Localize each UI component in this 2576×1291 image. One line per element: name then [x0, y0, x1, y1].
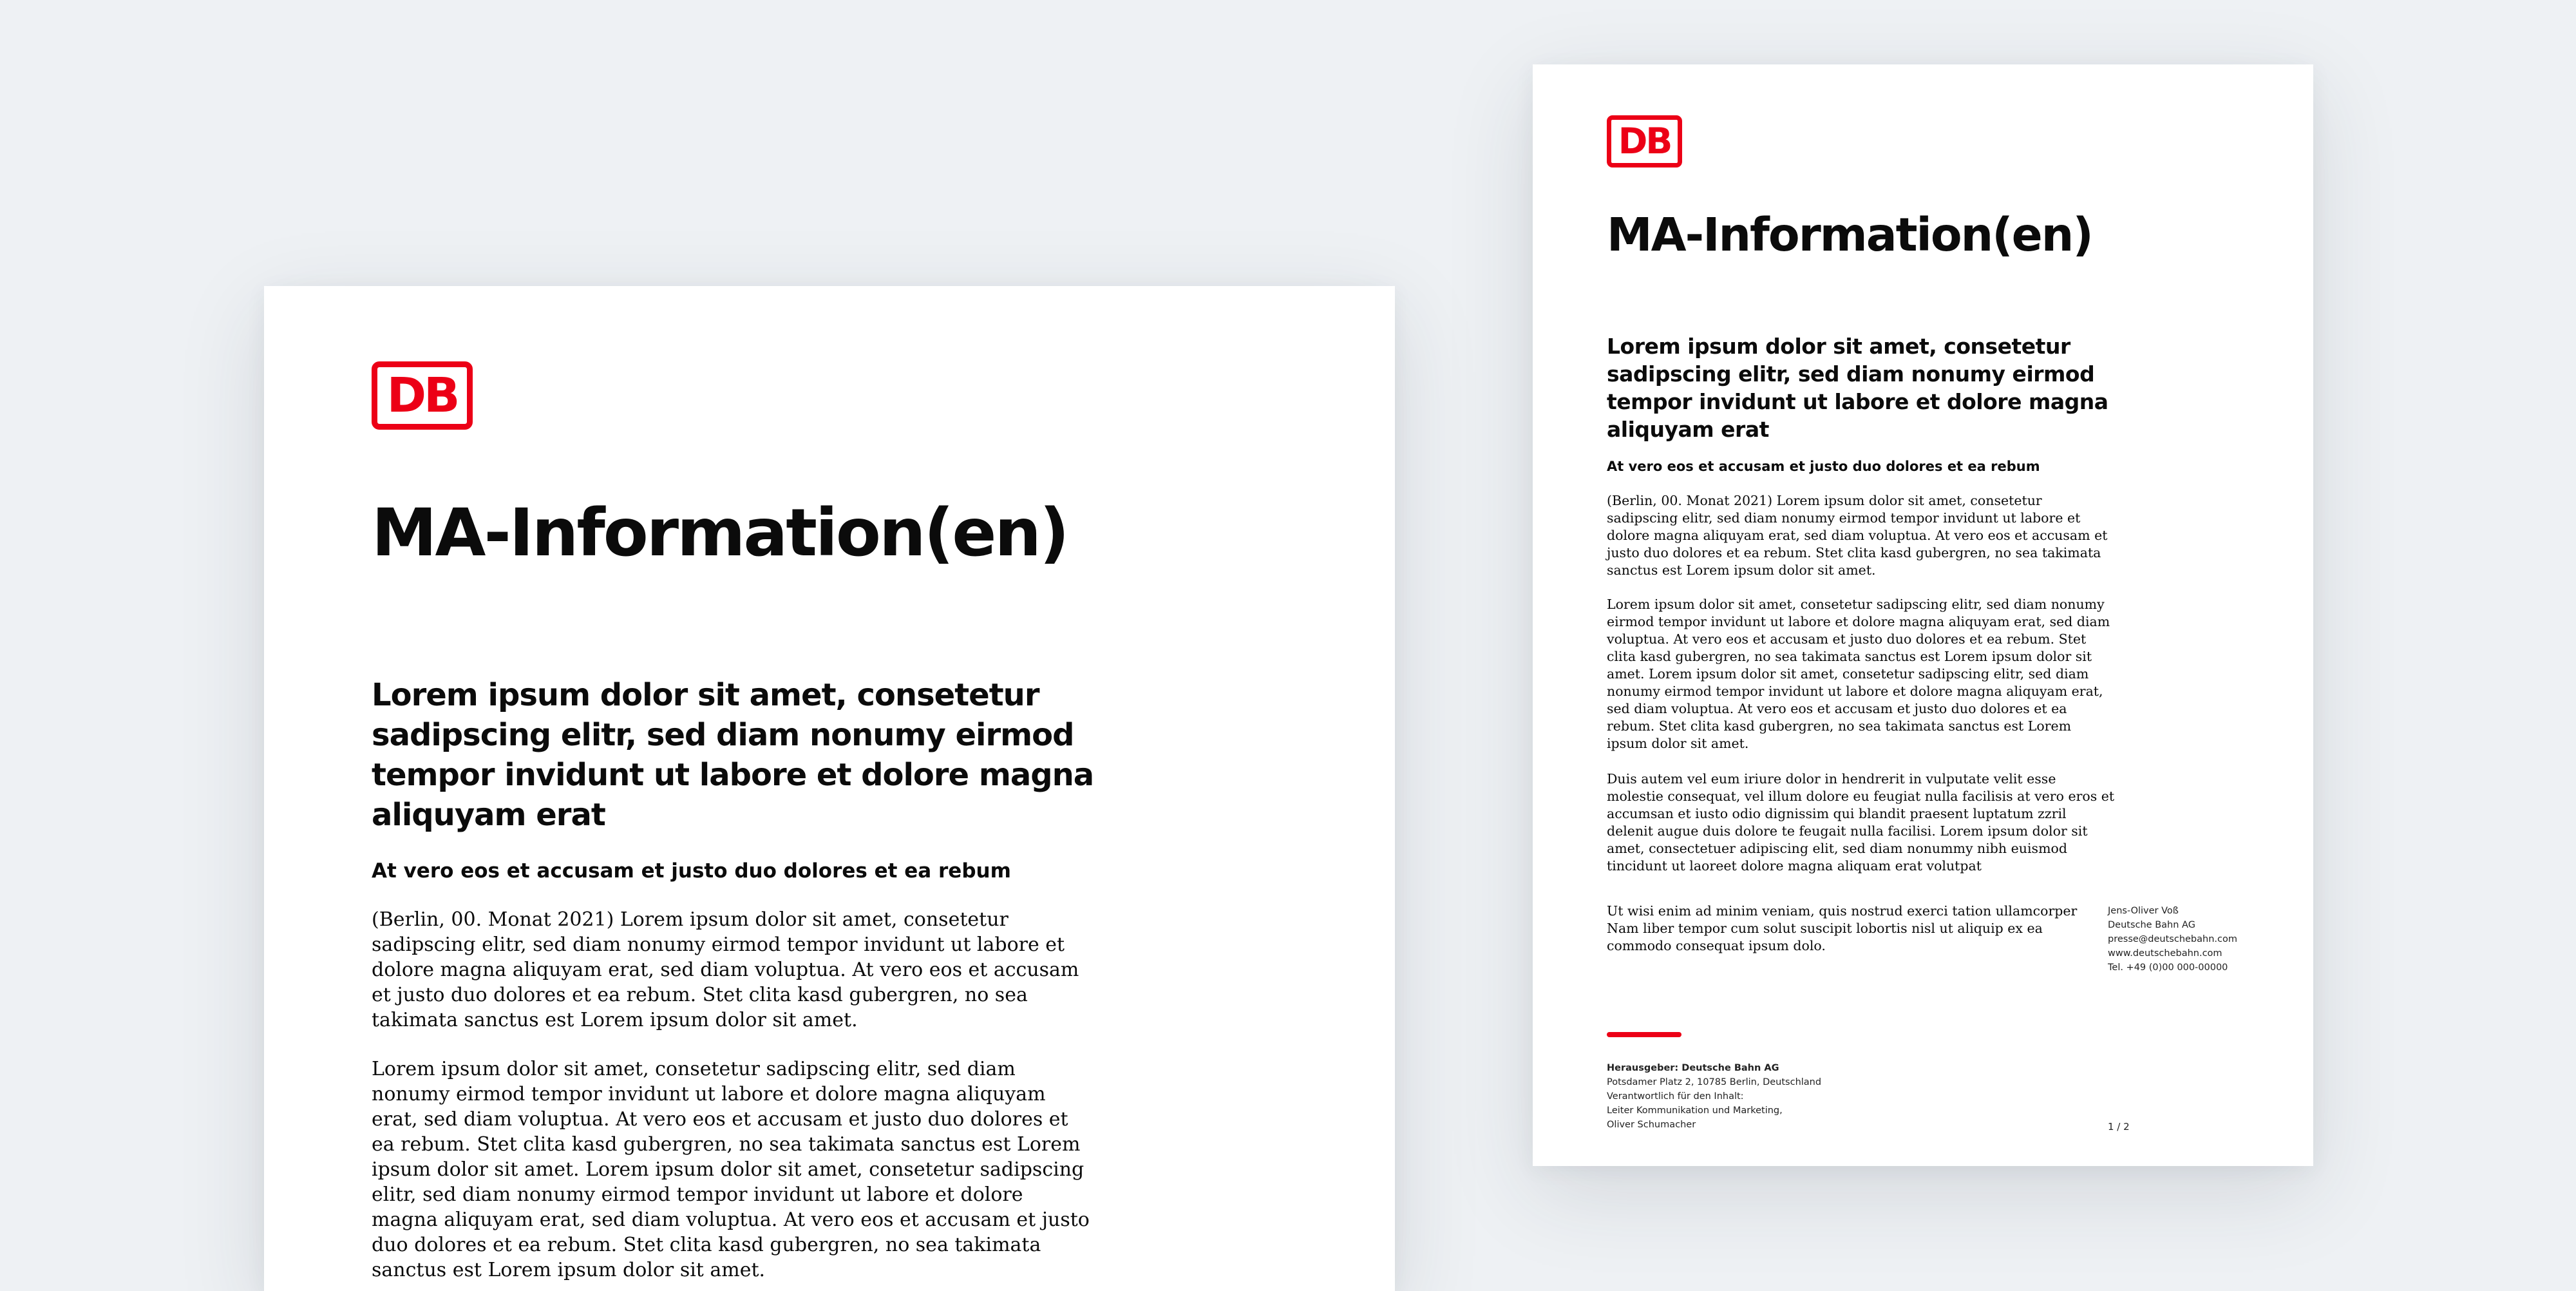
imprint: [1607, 1061, 1821, 1132]
footer-divider: [1607, 1032, 1681, 1037]
contact-name: Jens-Oliver Voß: [2108, 906, 2179, 916]
document-page-large: [264, 286, 1395, 1291]
contact-phone: Tel. +49 (0)00 000-00000: [2108, 962, 2228, 973]
document-subheadline: At vero eos et accusam et justo duo dolores et ea rebum: [372, 859, 1011, 883]
db-logo: DB: [372, 361, 473, 430]
imprint-role: Leiter Kommunikation und Marketing,: [1607, 1105, 1783, 1116]
page-number: 1 / 2: [2108, 1121, 2130, 1133]
body-paragraph: (Berlin, 00. Monat 2021) Lorem ipsum dolor sit amet, consetetur sadipscing elitr, sed diam nonumy eirmod tempor invidunt ut labore et dolore magna aliquyam erat, sed diam voluptua. At vero eos et accusam et justo duo dolores et ea rebum. Stet clita kasd gubergren, no sea takimata sanctus est Lorem ipsum dolor sit amet.: [372, 908, 1079, 1031]
body-paragraph: Lorem ipsum dolor sit amet, consetetur sadipscing elitr, sed diam nonumy eirmod tempor invidunt ut labore et dolore magna aliquyam erat, sed diam voluptua. At vero eos et accusam et justo duo dolores et ea rebum. Stet clita kasd gubergren, no sea takimata sanctus est Lorem ipsum dolor sit amet. Lorem ipsum dolor sit amet, consetetur sadipscing elitr, sed diam nonumy eirmod tempor invidunt ut labore et dolore magna aliquyam erat, sed diam voluptua. At vero eos et accusam et justo duo dolores et ea rebum. Stet clita kasd gubergren, no sea takimata sanctus est Lorem ipsum dolor sit amet.: [1607, 597, 2110, 751]
imprint-address: Potsdamer Platz 2, 10785 Berlin, Deutschland: [1607, 1077, 1822, 1087]
db-logo: DB: [1607, 115, 1682, 167]
contact-company: Deutsche Bahn AG: [2108, 920, 2195, 930]
press-contact: [2108, 904, 2237, 975]
imprint-responsible: Verantwortlich für den Inhalt:: [1607, 1091, 1744, 1102]
imprint-person: Oliver Schumacher: [1607, 1120, 1696, 1130]
document-page-full: [1533, 64, 2313, 1166]
body-paragraph: Ut wisi enim ad minim veniam, quis nostrud exerci tation ullamcorper Nam liber tempor cum solut suscipit lobortis nisl ut aliquip ex ea commodo consequat ipsum dolo.: [1607, 903, 2078, 953]
body-paragraph: Lorem ipsum dolor sit amet, consetetur sadipscing elitr, sed diam nonumy eirmod tempor invidunt ut labore et dolore magna aliquyam erat, sed diam voluptua. At vero eos et accusam et justo duo dolores et ea rebum. Stet clita kasd gubergren, no sea takimata sanctus est Lorem ipsum dolor sit amet. Lorem ipsum dolor sit amet, consetetur sadipscing elitr, sed diam nonumy eirmod tempor invidunt ut labore et dolore magna aliquyam erat, sed diam voluptua. At vero eos et accusam et justo duo dolores et ea rebum. Stet clita kasd gubergren, no sea takimata sanctus est Lorem ipsum dolor sit amet.: [372, 1058, 1090, 1281]
document-headline: Lorem ipsum dolor sit amet, consetetur sadipscing elitr, sed diam nonumy eirmod tempor invidunt ut labore et dolore magna aliquyam erat: [1607, 334, 2108, 442]
imprint-publisher: Herausgeber: Deutsche Bahn AG: [1607, 1063, 1779, 1073]
body-paragraph: (Berlin, 00. Monat 2021) Lorem ipsum dolor sit amet, consetetur sadipscing elitr, sed diam nonumy eirmod tempor invidunt ut labore et dolore magna aliquyam erat, sed diam voluptua. At vero eos et accusam et justo duo dolores et ea rebum. Stet clita kasd gubergren, no sea takimata sanctus est Lorem ipsum dolor sit amet.: [1607, 493, 2108, 578]
contact-website: www.deutschebahn.com: [2108, 948, 2222, 959]
contact-email: presse@deutschebahn.com: [2108, 934, 2237, 944]
document-headline: Lorem ipsum dolor sit amet, consetetur sadipscing elitr, sed diam nonumy eirmod tempor invidunt ut labore et dolore magna aliquyam erat: [372, 677, 1094, 833]
document-title: MA-Information(en): [1607, 208, 2092, 262]
document-title: MA-Information(en): [372, 495, 1068, 571]
body-paragraph: Duis autem vel eum iriure dolor in hendrerit in vulputate velit esse molestie consequat, vel illum dolore eu feugiat nulla facilisis at vero eros et accumsan et iusto odio dignissim qui blandit praesent luptatum zzril delenit augue duis dolore te feugait nulla facilisi. Lorem ipsum dolor sit amet, consectetuer adipiscing elit, sed diam nonummy nibh euismod tincidunt ut laoreet dolore magna aliquam erat volutpat: [1607, 771, 2115, 874]
document-subheadline: At vero eos et accusam et justo duo dolores et ea rebum: [1607, 459, 2040, 474]
